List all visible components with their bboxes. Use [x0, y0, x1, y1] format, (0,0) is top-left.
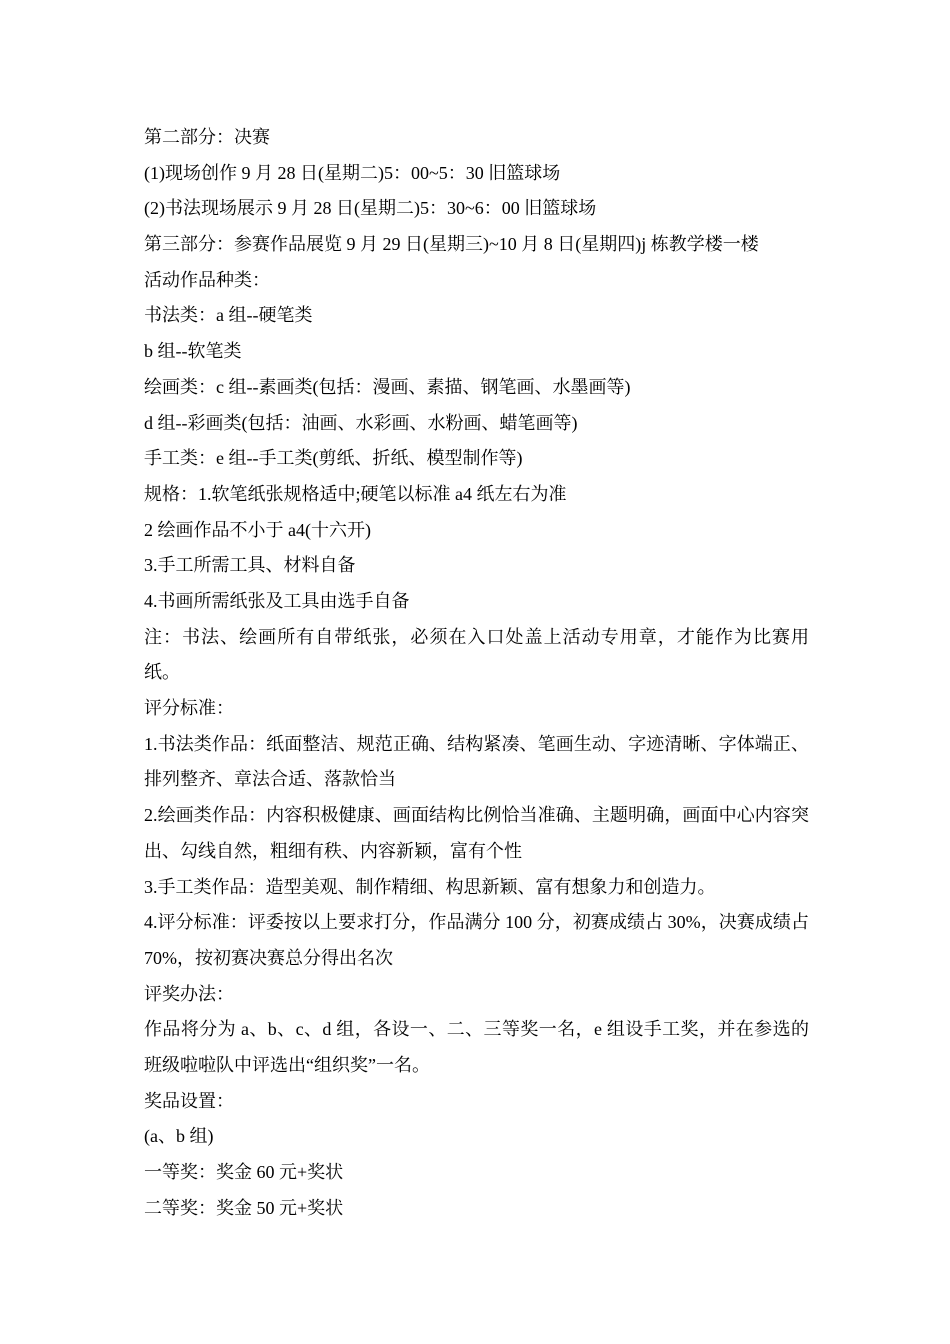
text-line: 二等奖：奖金 50 元+奖状 — [144, 1197, 344, 1218]
criteria-paragraph: 2.绘画类作品：内容积极健康、画面结构比例恰当准确、主题明确，画面中心内容突出、勾线自然，粗细有秩、内容新颖，富有个性 — [144, 805, 809, 861]
text-line: (1)现场创作 9 月 28 日(星期二)5：00~5：30 旧篮球场 — [144, 162, 561, 183]
text-line: b 组--软笔类 — [144, 341, 242, 362]
section-heading: 活动作品种类： — [144, 269, 270, 290]
section-heading: 评分标准： — [144, 698, 234, 719]
text-line: 一等奖：奖金 60 元+奖状 — [144, 1162, 344, 1183]
section-heading: 第三部分：参赛作品展览 9 月 29 日(星期三)~10 月 8 日(星期四)j 栋教学楼一楼 — [144, 234, 759, 255]
criteria-paragraph: 1.书法类作品：纸面整洁、规范正确、结构紧凑、笔画生动、字迹清晰、字体端正、排列整齐、章法合适、落款恰当 — [144, 733, 809, 790]
text-line: 书法类：a 组--硬笔类 — [144, 305, 313, 326]
criteria-paragraph: 3.手工类作品：造型美观、制作精细、构思新颖、富有想象力和创造力。 — [144, 876, 716, 897]
document-body — [144, 120, 809, 1226]
text-line: 2 绘画作品不小于 a4(十六开) — [144, 519, 371, 540]
text-line: d 组--彩画类(包括：油画、水彩画、水粉画、蜡笔画等) — [144, 412, 578, 433]
section-heading: 奖品设置： — [144, 1090, 234, 1111]
text-line: 4.书画所需纸张及工具由选手自备 — [144, 590, 410, 611]
text-line: (a、b 组) — [144, 1126, 214, 1147]
section-heading: 第二部分：决赛 — [144, 127, 270, 147]
text-line: (2)书法现场展示 9 月 28 日(星期二)5：30~6：00 旧篮球场 — [144, 198, 597, 219]
text-line: 手工类：e 组--手工类(剪纸、折纸、模型制作等) — [144, 448, 523, 469]
text-line: 绘画类：c 组--素画类(包括：漫画、素描、钢笔画、水墨画等) — [144, 376, 631, 397]
section-heading: 评奖办法： — [144, 983, 234, 1004]
award-paragraph: 作品将分为 a、b、c、d 组，各设一、二、三等奖一名，e 组设手工奖，并在参选的班级啦啦队中评选出“组织奖”一名。 — [144, 1019, 809, 1076]
note-paragraph: 注：书法、绘画所有自带纸张，必须在入口处盖上活动专用章，才能作为比赛用纸。 — [144, 626, 809, 683]
criteria-paragraph: 4.评分标准：评委按以上要求打分，作品满分 100 分，初赛成绩占 30%，决赛成绩占 70%，按初赛决赛总分得出名次 — [144, 912, 809, 968]
text-line: 规格：1.软笔纸张规格适中;硬笔以标准 a4 纸左右为准 — [144, 483, 567, 504]
text-line: 3.手工所需工具、材料自备 — [144, 555, 356, 576]
